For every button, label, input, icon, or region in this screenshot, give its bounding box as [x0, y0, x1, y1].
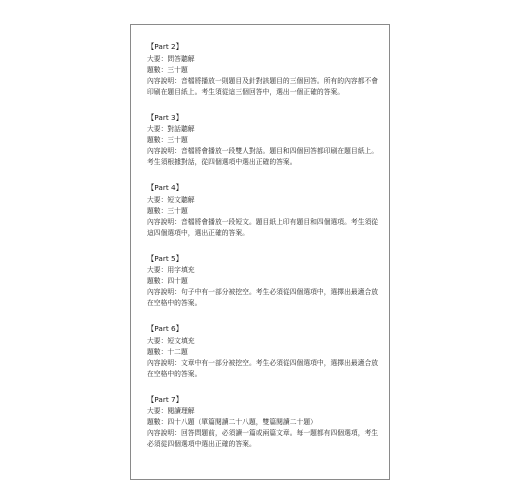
part-description: 內容說明：句子中有一部分被挖空。考生必須從四個選項中，選擇出最適合放在空格中的答案。	[147, 288, 379, 307]
part-description: 內容說明：文章中有一部分被挖空。考生必須從四個選項中，選擇出最適合放在空格中的答案。	[147, 358, 379, 378]
part-question-count: 題數：三十題	[147, 65, 188, 74]
document-page	[130, 24, 390, 480]
part-heading: 【Part 3】	[147, 112, 183, 122]
part-heading: 【Part 5】	[147, 253, 183, 263]
part-type: 大要：閱讀理解	[147, 407, 195, 415]
part-description: 內容說明：音檔將會播放一段雙人對話。題目和四個回答都印刷在題目紙上。考生須根據對話，從四個選項中選出正確的答案。	[147, 147, 379, 166]
part-question-count: 題數：三十題	[147, 206, 188, 215]
part-question-count: 題數：四十八題（單篇閱讀二十八題，雙篇閱讀二十題）	[147, 418, 317, 426]
part-type: 大要：短文聽解	[147, 195, 195, 204]
part-7-section	[147, 394, 383, 451]
part-type: 大要：短文填充	[147, 336, 195, 345]
part-2-section	[147, 41, 383, 98]
part-heading: 【Part 6】	[147, 324, 183, 333]
part-question-count: 題數：四十題	[147, 277, 188, 285]
part-question-count: 題數：十二題	[147, 347, 188, 356]
part-description: 內容說明：回答問題前，必須讀一篇或兩篇文章。每一題都有四個選項，考生必須從四個選項中選出正確的答案。	[147, 429, 379, 448]
part-description: 內容說明：音檔將會播放一段短文。題目紙上印有題目和四個選項。考生須從這四個選項中，選出正確的答案。	[147, 217, 379, 237]
part-5-section	[147, 253, 383, 310]
part-3-section	[147, 112, 383, 169]
part-type: 大要：對話聽解	[147, 125, 195, 133]
part-description: 內容說明：音檔將播放一則題目及針對該題目的三個回答。所有的內容都不會印刷在題目紙上。考生須從這三個回答中，選出一個正確的答案。	[147, 76, 379, 96]
part-heading: 【Part 7】	[147, 394, 183, 404]
part-4-section	[147, 182, 383, 239]
part-question-count: 題數：三十題	[147, 136, 188, 144]
part-heading: 【Part 2】	[147, 42, 183, 51]
part-heading: 【Part 4】	[147, 183, 183, 192]
part-type: 大要：問答聽解	[147, 54, 195, 63]
part-6-section	[147, 323, 383, 380]
document-content	[147, 41, 383, 464]
part-type: 大要：用字填充	[147, 266, 195, 274]
